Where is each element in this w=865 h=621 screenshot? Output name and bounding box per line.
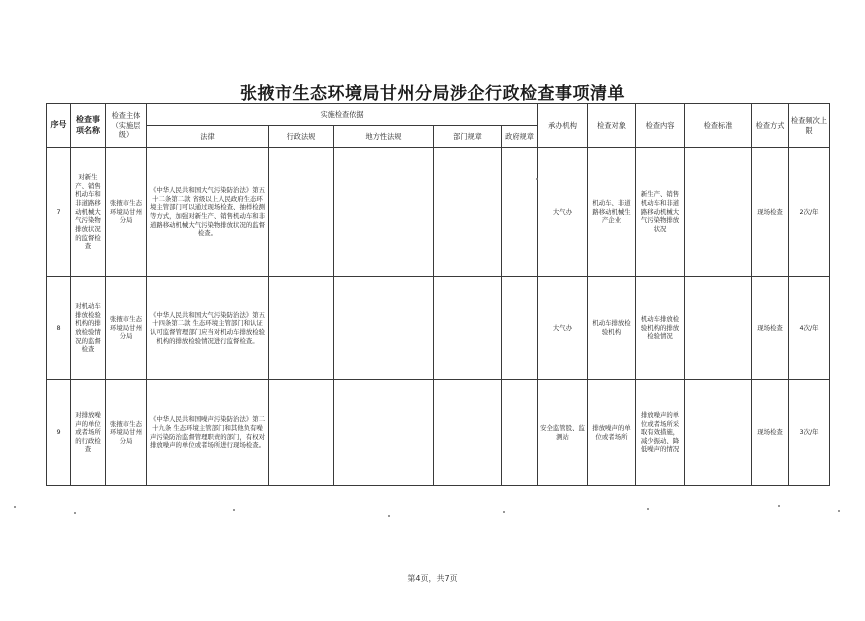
cell-gov-rule [502,380,538,486]
cell-org: 安全监管股、监测站 [538,380,588,486]
scan-speck [503,511,505,513]
inspection-table [46,103,830,486]
table-row [47,148,830,277]
cell-seq: 7 [47,148,71,277]
header-item-name: 检查事项名称 [71,104,106,148]
scan-speck [647,508,649,510]
header-local-reg: 地方性法规 [334,126,434,148]
header-method: 检查方式 [752,104,789,148]
scan-speck [14,506,16,508]
header-standard: 检查标准 [685,104,752,148]
header-org: 承办机构 [538,104,588,148]
scan-speck [74,512,76,514]
cell-subject: 张掖市生态环境局甘州分局 [106,277,147,380]
cell-gov-rule [502,277,538,380]
cell-object: 机动车排放检验机构 [588,277,636,380]
header-seq: 序号 [47,104,71,148]
table-row [47,380,830,486]
cell-law: 《中华人民共和国大气污染防治法》第五十二条第二款 省级以上人民政府生态环境主管部门可以通过现场检查、抽样检测等方式，加强对新生产、销售机动车和非道路移动机械大气污染物排放状况的监督检查。 [147,148,269,277]
scan-speck [536,178,538,180]
cell-local-reg [334,277,434,380]
header-dept-rule: 部门规章 [434,126,502,148]
cell-admin-reg [269,148,334,277]
cell-admin-reg [269,380,334,486]
scan-speck [388,515,390,517]
cell-dept-rule [434,148,502,277]
header-subject: 检查主体（实施层级） [106,104,147,148]
cell-org: 大气办 [538,277,588,380]
cell-item-name: 对新生产、销售机动车和非道路移动机械大气污染物排放状况的监督检查 [71,148,106,277]
header-law: 法律 [147,126,269,148]
cell-gov-rule [502,148,538,277]
cell-local-reg [334,148,434,277]
scan-speck [778,505,780,507]
cell-frequency: 2次/年 [789,148,830,277]
cell-org: 大气办 [538,148,588,277]
header-row-1 [47,104,830,126]
cell-seq: 8 [47,277,71,380]
table-row [47,277,830,380]
cell-frequency: 4次/年 [789,277,830,380]
cell-standard [685,380,752,486]
cell-dept-rule [434,380,502,486]
cell-admin-reg [269,277,334,380]
cell-standard [685,277,752,380]
cell-item-name: 对排放噪声的单位或者场所的行政检查 [71,380,106,486]
cell-method: 现场检查 [752,148,789,277]
cell-local-reg [334,380,434,486]
cell-law: 《中华人民共和国噪声污染防治法》第二十九条 生态环境主管部门和其他负有噪声污染防治监督管理职责的部门，有权对排放噪声的单位或者场所进行现场检查。 [147,380,269,486]
cell-subject: 张掖市生态环境局甘州分局 [106,148,147,277]
cell-method: 现场检查 [752,380,789,486]
cell-dept-rule [434,277,502,380]
cell-frequency: 3次/年 [789,380,830,486]
cell-subject: 张掖市生态环境局甘州分局 [106,380,147,486]
header-frequency: 检查频次上限 [789,104,830,148]
scan-speck [233,509,235,511]
cell-method: 现场检查 [752,277,789,380]
header-basis: 实施检查依据 [147,104,538,126]
cell-content: 排放噪声的单位或者场所采取有效措施，减少振动、降低噪声的情况 [636,380,685,486]
scan-speck [838,510,840,512]
header-content: 检查内容 [636,104,685,148]
cell-standard [685,148,752,277]
cell-content: 新生产、销售机动车和非道路移动机械大气污染物排放状况 [636,148,685,277]
cell-law: 《中华人民共和国大气污染防治法》第五十四条第二款 生态环境主管部门和认证认可监督管理部门应当对机动车排放检验机构的排放检验情况进行监督检查。 [147,277,269,380]
header-admin-reg: 行政法规 [269,126,334,148]
header-object: 检查对象 [588,104,636,148]
page-footer: 第4页，共7页 [407,574,458,583]
cell-object: 排放噪声的单位或者场所 [588,380,636,486]
cell-object: 机动车、非道路移动机械生产企业 [588,148,636,277]
cell-seq: 9 [47,380,71,486]
page-title: 张掖市生态环境局甘州分局涉企行政检查事项清单 [240,84,625,104]
header-gov-rule: 政府规章 [502,126,538,148]
cell-content: 机动车排放检验机构的排放检验情况 [636,277,685,380]
cell-item-name: 对机动车排放检验机构的排放检验情况的监督检查 [71,277,106,380]
